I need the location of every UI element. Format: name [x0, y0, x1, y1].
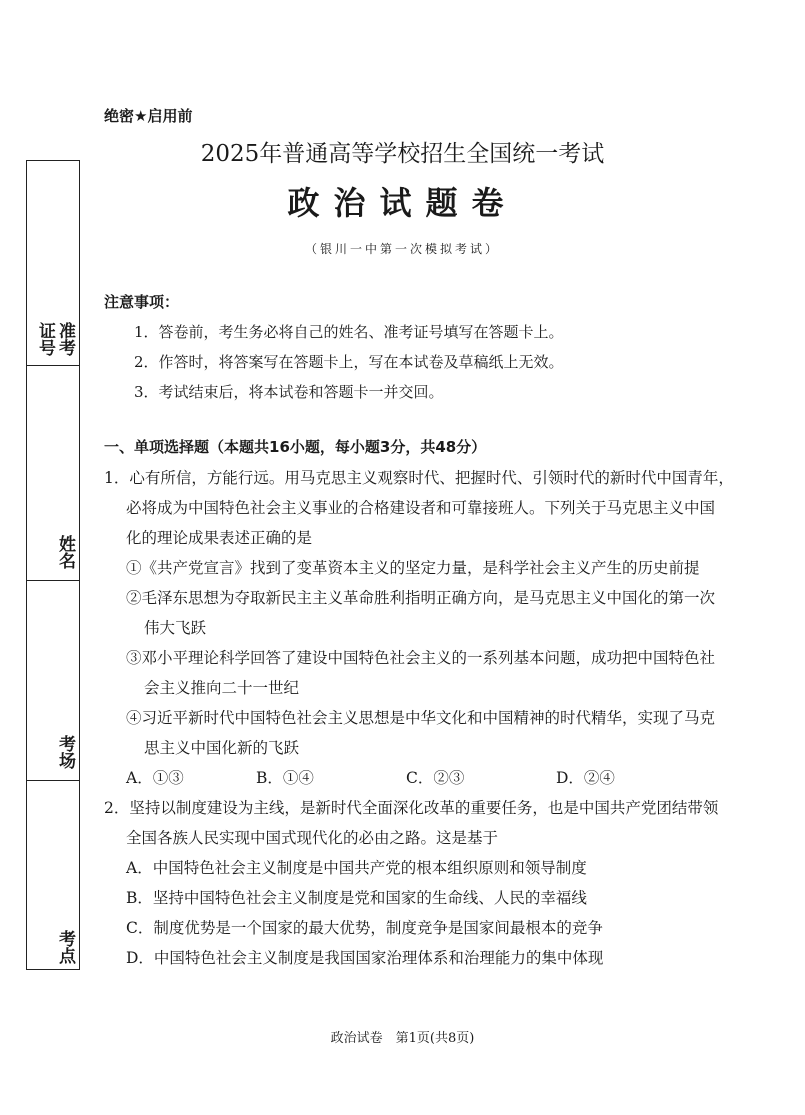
question-1-option-c: C．②③: [406, 769, 465, 787]
notes-title: 注意事项：: [104, 293, 180, 311]
question-1-option-d: D．②④: [556, 769, 615, 787]
admission-number-label: 准考证号: [35, 322, 75, 356]
question-2-option-c: C．制度优势是一个国家的最大优势，制度竞争是国家间最根本的竞争: [126, 919, 603, 937]
question-2-option-d: D．中国特色社会主义制度是我国国家治理体系和治理能力的集中体现: [126, 949, 604, 967]
note-item: 3．考试结束后，将本试卷和答题卡一并交回。: [134, 383, 444, 401]
question-1-statement: ②毛泽东思想为夺取新民主主义革命胜利指明正确方向，是马克思主义中国化的第一次: [126, 589, 716, 607]
strip-divider: [26, 780, 80, 781]
section-title: 一、单项选择题（本题共16小题，每小题3分，共48分）: [104, 438, 487, 456]
question-1-statement: 伟大飞跃: [144, 619, 207, 637]
question-2-option-a: A．中国特色社会主义制度是中国共产党的根本组织原则和领导制度: [126, 859, 587, 877]
exam-site-label: 考点: [55, 930, 75, 964]
question-2-stem: 全国各族人民实现中国式现代化的必由之路。这是基于: [126, 829, 499, 847]
name-label: 姓名: [55, 535, 75, 569]
strip-divider: [26, 580, 80, 581]
question-1-stem: 化的理论成果表述正确的是: [126, 529, 313, 547]
question-1-statement: 思主义中国化新的飞跃: [144, 739, 300, 757]
question-1-option-b: B．①④: [256, 769, 314, 787]
question-1-statement: ③邓小平理论科学回答了建设中国特色社会主义的一系列基本问题，成功把中国特色社: [126, 649, 716, 667]
page-footer: 政治试卷 第1页(共8页): [330, 1031, 475, 1046]
exam-main-title: 2025年普通高等学校招生全国统一考试: [200, 141, 605, 167]
question-1-statement: ④习近平新时代中国特色社会主义思想是中华文化和中国精神的时代精华，实现了马克: [126, 709, 716, 727]
question-1-option-a: A．①③: [126, 769, 184, 787]
exam-name: （银川一中第一次模拟考试）: [304, 242, 500, 256]
question-1-stem: 1．心有所信，方能行远。用马克思主义观察时代、把握时代、引领时代的新时代中国青年，: [104, 469, 734, 487]
question-1-statement: 会主义推向二十一世纪: [144, 679, 300, 697]
exam-room-label: 考场: [55, 735, 75, 769]
subject-title: 政治试题卷: [287, 184, 518, 222]
confidential-mark: 绝密★启用前: [104, 107, 193, 125]
question-2-stem: 2．坚持以制度建设为主线，是新时代全面深化改革的重要任务，也是中国共产党团结带领: [104, 799, 719, 817]
note-item: 1．答卷前，考生务必将自己的姓名、准考证号填写在答题卡上。: [134, 323, 564, 341]
question-2-option-b: B．坚持中国特色社会主义制度是党和国家的生命线、人民的幸福线: [126, 889, 587, 907]
note-item: 2．作答时，将答案写在答题卡上，写在本试卷及草稿纸上无效。: [134, 353, 564, 371]
question-1-stem: 必将成为中国特色社会主义事业的合格建设者和可靠接班人。下列关于马克思主义中国: [126, 499, 716, 517]
question-1-statement: ①《共产党宣言》找到了变革资本主义的坚定力量，是科学社会主义产生的历史前提: [126, 559, 700, 577]
